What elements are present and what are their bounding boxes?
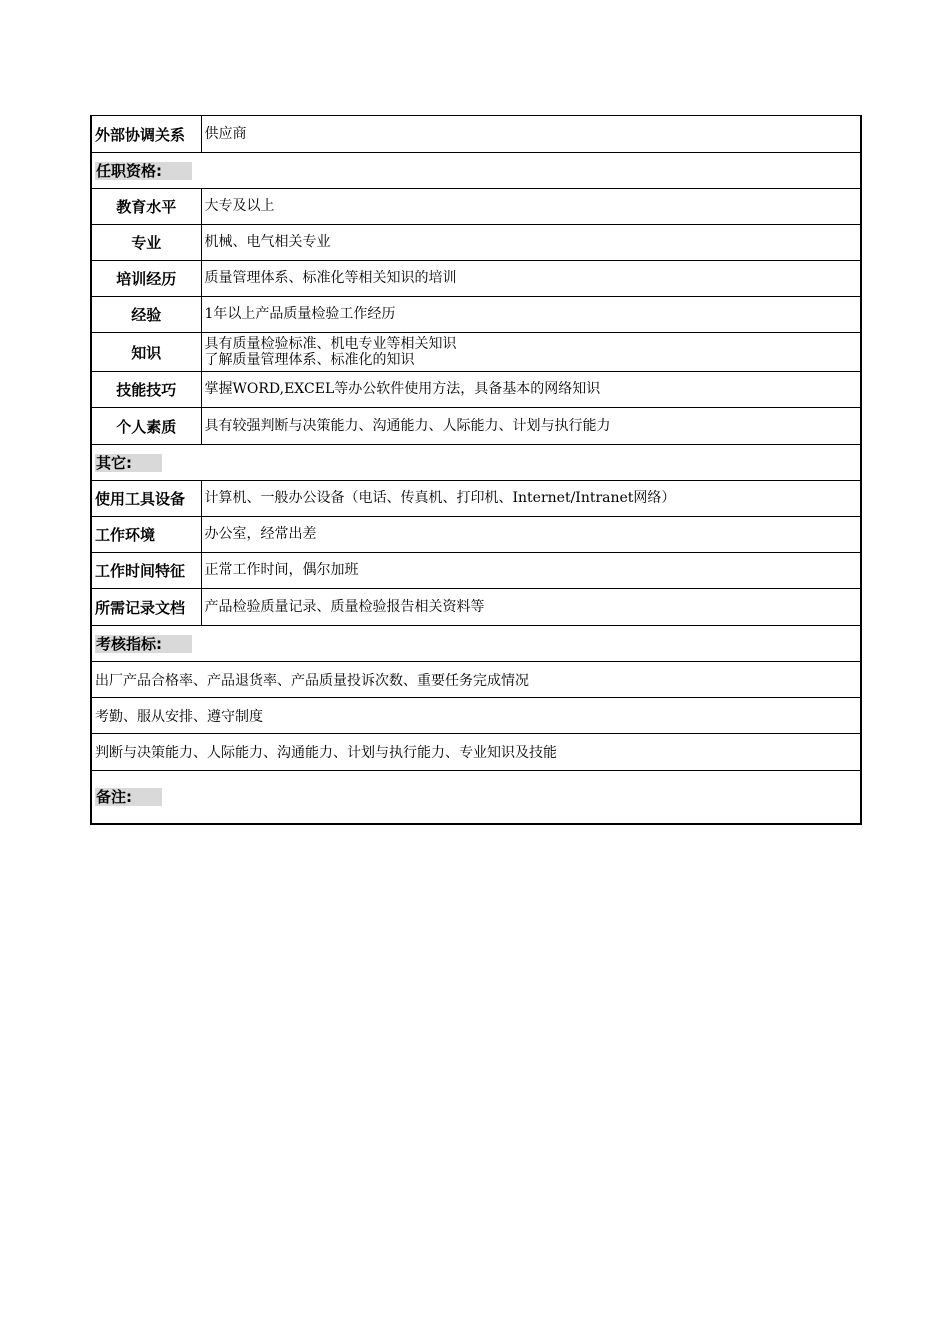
work-environment-row xyxy=(91,517,861,553)
assessment-section-row xyxy=(91,626,861,662)
assessment-item-row xyxy=(91,734,861,771)
assessment-heading: 考核指标: xyxy=(95,635,192,653)
job-description-sheet xyxy=(90,115,860,825)
major-row xyxy=(91,225,861,261)
assessment-item: 考勤、服从安排、遵守制度 xyxy=(91,698,861,734)
training-value: 质量管理体系、标准化等相关知识的培训 xyxy=(201,261,861,297)
education-row xyxy=(91,189,861,225)
work-time-label: 工作时间特征 xyxy=(91,553,201,589)
education-value: 大专及以上 xyxy=(201,189,861,225)
tools-row xyxy=(91,481,861,517)
knowledge-line-2: 了解质量管理体系、标准化的知识 xyxy=(204,352,415,368)
education-label: 教育水平 xyxy=(91,189,201,225)
qualifications-heading: 任职资格: xyxy=(95,162,192,180)
knowledge-label: 知识 xyxy=(91,333,201,372)
external-coordination-value: 供应商 xyxy=(201,116,861,153)
records-value: 产品检验质量记录、质量检验报告相关资料等 xyxy=(201,589,861,626)
qualifications-section-row xyxy=(91,153,861,189)
major-label: 专业 xyxy=(91,225,201,261)
work-time-row xyxy=(91,553,861,589)
work-time-value: 正常工作时间，偶尔加班 xyxy=(201,553,861,589)
knowledge-value xyxy=(201,333,861,372)
external-coordination-row xyxy=(91,116,861,153)
skills-row xyxy=(91,372,861,408)
assessment-item-row xyxy=(91,698,861,734)
other-heading: 其它: xyxy=(95,454,162,472)
assessment-item-row xyxy=(91,662,861,698)
records-row xyxy=(91,589,861,626)
experience-label: 经验 xyxy=(91,297,201,333)
personal-quality-label: 个人素质 xyxy=(91,408,201,445)
experience-value: 1年以上产品质量检验工作经历 xyxy=(201,297,861,333)
job-requirements-table xyxy=(90,115,862,825)
external-coordination-label: 外部协调关系 xyxy=(91,116,201,153)
major-value: 机械、电气相关专业 xyxy=(201,225,861,261)
skills-value: 掌握WORD,EXCEL等办公软件使用方法，具备基本的网络知识 xyxy=(201,372,861,408)
skills-label: 技能技巧 xyxy=(91,372,201,408)
work-environment-value: 办公室，经常出差 xyxy=(201,517,861,553)
records-label: 所需记录文档 xyxy=(91,589,201,626)
assessment-heading-cell xyxy=(91,626,861,662)
knowledge-line-1: 具有质量检验标准、机电专业等相关知识 xyxy=(204,336,457,352)
training-label: 培训经历 xyxy=(91,261,201,297)
personal-quality-row xyxy=(91,408,861,445)
assessment-item: 判断与决策能力、人际能力、沟通能力、计划与执行能力、专业知识及技能 xyxy=(91,734,861,771)
experience-row xyxy=(91,297,861,333)
remarks-heading: 备注: xyxy=(95,788,162,806)
assessment-item: 出厂产品合格率、产品退货率、产品质量投诉次数、重要任务完成情况 xyxy=(91,662,861,698)
remarks-section-row xyxy=(91,771,861,824)
personal-quality-value: 具有较强判断与决策能力、沟通能力、人际能力、计划与执行能力 xyxy=(201,408,861,445)
tools-label: 使用工具设备 xyxy=(91,481,201,517)
training-row xyxy=(91,261,861,297)
other-section-row xyxy=(91,445,861,481)
qualifications-heading-cell xyxy=(91,153,861,189)
remarks-heading-cell xyxy=(91,771,861,824)
other-heading-cell xyxy=(91,445,861,481)
work-environment-label: 工作环境 xyxy=(91,517,201,553)
tools-value: 计算机、一般办公设备（电话、传真机、打印机、Internet/Intranet网络） xyxy=(201,481,861,517)
knowledge-row xyxy=(91,333,861,372)
